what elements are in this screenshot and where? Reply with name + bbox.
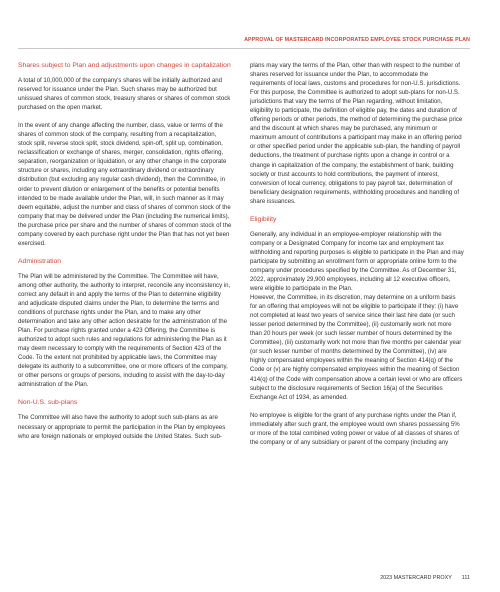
section-title-eligibility: Eligibility bbox=[250, 215, 277, 223]
header-divider bbox=[18, 48, 470, 49]
paragraph: The Plan will be administered by the Committee. The Committee will have, among other authority, the authority to interpret, reconcile any inconsistency in, correct any default in and apply the terms of the Plan to determine eligibility and adjudicate disputed claims under the Plan, to determine the terms and conditions of purchase rights under the Plan, and to make any other determination and take any other action desirable for the administration of the Plan. For purchase rights granted under a 423 Offering, the Committee is authorized to adopt such rules and regulations for administering the Plan as it may deem necessary to comply with the requirements of Section 423 of the Code. To the extent not prohibited by applicable laws, the Committee may delegate its authority to a subcommittee, one or more officers of the company, or other persons or groups of persons, including to assist with the day-to-day administration of the Plan. bbox=[18, 272, 231, 389]
section-title-administration: Administration bbox=[18, 257, 62, 265]
paragraph: In the event of any change affecting the number, class, value or terms of the shares of common stock of the company, resulting from a recapitalization, stock split, reverse stock split, stock dividend, spin-off, split up, combination, reclassification or exchange of shares, merger, consolidation, rights offering, separation, reorganization or liquidation, or any other change in the corporate structure or shares, including any extraordinary dividend or extraordinary distribution (but excluding any regular cash dividend), then the Committee, in order to prevent dilution or enlargement of the benefits or potential benefits intended to be made available under the Plan, will, in such manner as it may deem equitable, adjust the number and class of shares of common stock of the company that may be delivered under the Plan (including the numerical limits), the purchase price per share and the number of shares of common stock of the company covered by each purchase right under the Plan that has not yet been exercised. bbox=[18, 122, 232, 247]
paragraph: The Committee will also have the authority to adopt such sub-plans as are necessary or appropriate to permit the participation in the Plan by employees who are foreign nationals or employed outside the United States. Such sub- bbox=[18, 414, 226, 440]
section-title-shares: Shares subject to Plan and adjustments upon changes in capitalization bbox=[18, 62, 231, 69]
paragraph: Generally, any individual in an employee-employer relationship with the company or a Designated Company for income tax and employment tax withholding and reporting purposes is eligible to participate in the Plan and may participate by submitting an enrollment form or appropriate online form to the company under procedures specified by the Committee. As of December 31, 2022, approximately 29,900 employees, including all 12 executive officers, were eligible to participate in the Plan. bbox=[250, 230, 464, 293]
right-column bbox=[250, 61, 464, 456]
paragraph: A total of 10,000,000 of the company's shares will be initially authorized and reserved for issuance under the Plan. Such shares may be authorized but unissued shares of common stock, treasury shares or shares of common stock purchased on the open market. bbox=[18, 77, 231, 112]
footer-proxy-label: 2023 MASTERCARD PROXY bbox=[380, 575, 452, 581]
paragraph: However, the Committee, in its discretion, may determine on a uniform basis for an offering that employees will not be eligible to participate if they: (i) have not completed at least two years of service since their last hire date (or such lesser period determined by the Committee), (ii) customarily work not more than 20 hours per week (or such lesser number of hours determined by the Committee), (iii) customarily work not more than five months per calendar year (or such lesser number of months determined by the Committee), (iv) are highly compensated employees within the meaning of Section 414(q) of the Code or (v) are highly compensated employees within the meaning of Section 414(q) of the Code with compensation above a certain level or who are officers subject to the disclosure requirements of Section 16(a) of the Securities Exchange Act of 1934, as amended. bbox=[250, 294, 463, 401]
page-footer bbox=[18, 575, 470, 581]
page-number: 111 bbox=[461, 575, 470, 581]
running-header: APPROVAL OF MASTERCARD INCORPORATED EMPLOYEE STOCK PURCHASE PLAN bbox=[244, 37, 470, 43]
paragraph: No employee is eligible for the grant of any purchase rights under the Plan if, immediately after such grant, the employee would own shares possessing 5% or more of the total combined voting power or value of all classes of shares of the company or of any subsidiary or parent of the company (including any bbox=[250, 411, 460, 446]
paragraph: plans may vary the terms of the Plan, other than with respect to the number of shares reserved for issuance under the Plan, to accommodate the requirements of local laws, customs and procedures for non-U.S. jurisdictions. For this purpose, the Committee is authorized to adopt sub-plans for non-U.S. jurisdictions that vary the terms of the Plan regarding, without limitation, eligibility to participate, the definition of eligible pay, the dates and duration of offering periods or other periods, the method of determining the purchase price and the discount at which shares may be purchased, any minimum or maximum amount of contributions a participant may make in an offering period or other specified period under the applicable sub-plan, the handling of payroll deductions, the treatment of purchase rights upon a change in control or a change in capitalization of the company, the establishment of bank, building society or trust accounts to hold contributions, the payment of interest, conversion of local currency, obligations to pay payroll tax, determination of beneficiary designation requirements, withholding procedures and handling of share issuances. bbox=[250, 62, 463, 205]
section-title-non-us-sub-plans: Non-U.S. sub-plans bbox=[18, 399, 78, 407]
left-column bbox=[18, 61, 232, 450]
